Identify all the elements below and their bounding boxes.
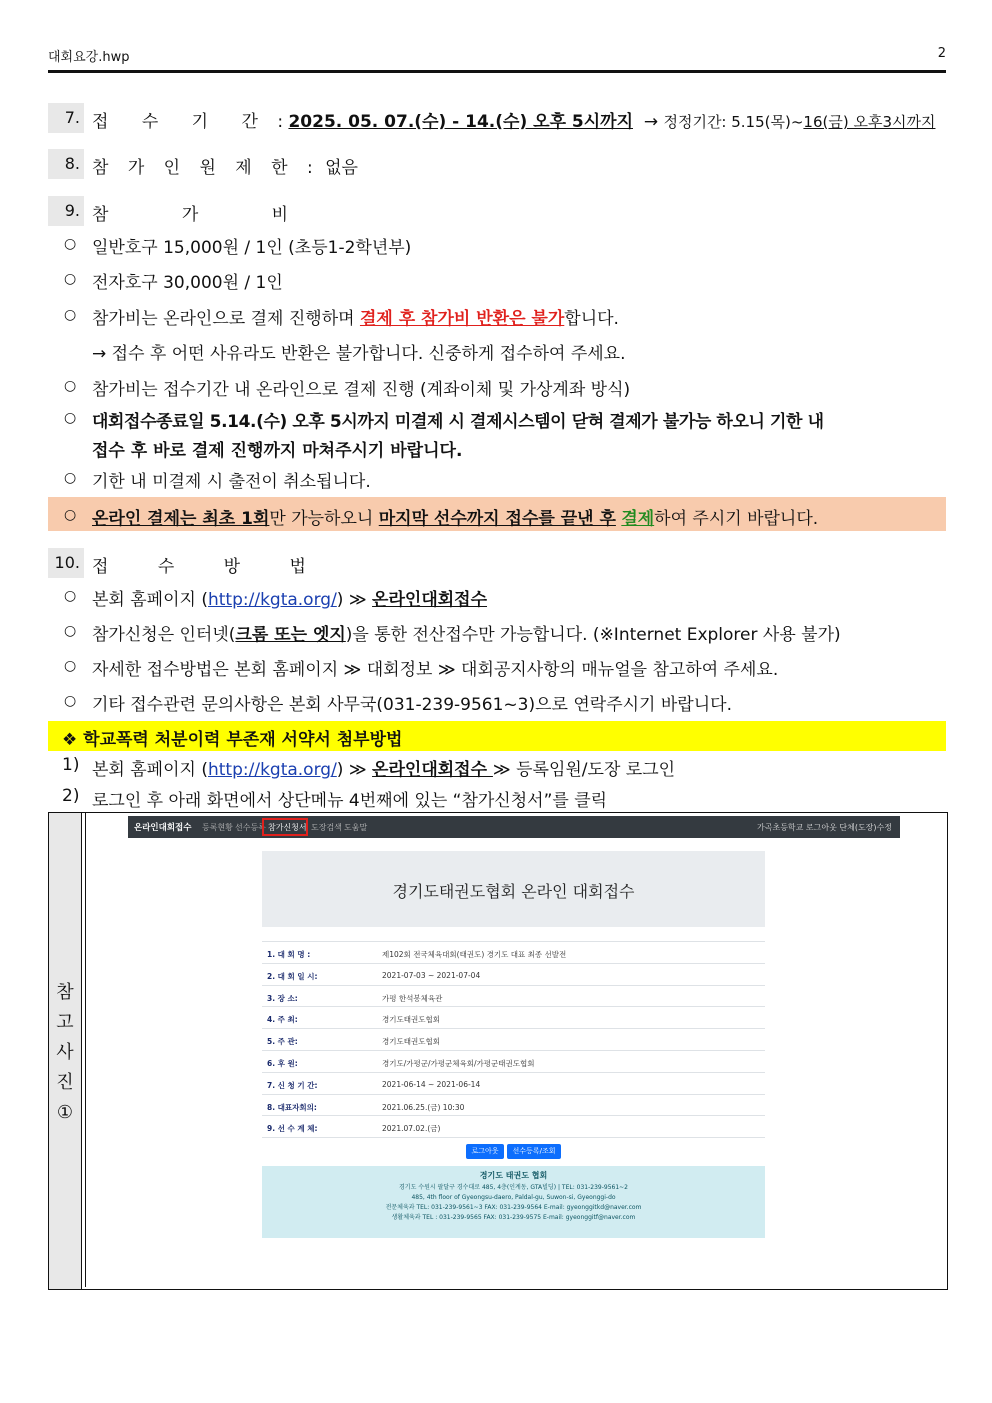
correction-period-underlined: 16(금) 오후3시까지 (803, 113, 936, 131)
bullet: ○ (64, 271, 77, 287)
correction-period-prefix: 정정기간: 5.15(목)~ (663, 113, 804, 131)
reference-label-char: 참 (56, 982, 74, 1003)
payment-once-line: 온라인 결제는 최초 1회만 가능하오니 마지막 선수까지 접수를 끝낸 후 결제하여 주시기 바랍니다. (92, 509, 819, 529)
info-row: 4. 주 최: 경기도태권도협회 (262, 1006, 765, 1028)
logout-button[interactable]: 로그아웃 (466, 1144, 504, 1159)
homepage-link[interactable]: http://kgta.org/ (207, 590, 337, 610)
reference-label-char: ① (56, 1102, 74, 1123)
footer-line: 경기도 수원시 팔달구 경수대로 485, 4층(인계동, GTA빌딩) | TEL: 031-239-9561~2 (399, 1184, 628, 1191)
bullet: ○ (64, 658, 77, 674)
footer-title: 경기도 태권도 협회 (479, 1171, 548, 1180)
bullet: ○ (64, 410, 77, 426)
step-1-number: 1) (62, 755, 80, 775)
info-row: 6. 후 원: 경기도/가평군/가평군체육회/가평군태권도협회 (262, 1050, 765, 1072)
section-9-number: 9. (48, 196, 84, 226)
school-violence-notice-title: ❖ 학교폭력 처분이력 부존재 서약서 첨부방법 (62, 730, 403, 750)
nav-item-help[interactable]: 도움말 (344, 823, 368, 832)
info-row: 8. 대표자회의: 2021.06.25.(금) 10:30 (262, 1094, 765, 1116)
step-1-line: 본회 홈페이지 (http://kgta.org/) ≫ 온라인대회접수 ≫ 등록임원/도장 로그인 (92, 760, 676, 780)
method-manual-line: 자세한 접수방법은 본회 홈페이지 ≫ 대회정보 ≫ 대회공지사항의 매뉴얼을 참고하여 주세요. (92, 660, 779, 680)
step-2-number: 2) (62, 786, 80, 806)
bullet: ○ (64, 507, 77, 523)
bullet: ○ (64, 307, 77, 323)
info-row: 9. 선 수 계 체: 2021.07.02.(금) (262, 1115, 765, 1138)
arrow: → (643, 112, 659, 132)
fee-item-payment-method: 참가비는 접수기간 내 온라인으로 결제 진행 (계좌이체 및 가상계좌 방식) (92, 380, 631, 400)
info-row: 7. 신 청 기 간: 2021-06-14 ~ 2021-06-14 (262, 1072, 765, 1094)
fee-item-general: 일반호구 15,000원 / 1인 (초등1-2학년부) (92, 238, 412, 258)
bullet: ○ (64, 623, 77, 639)
nav-item-application[interactable]: 참가신청서 (268, 823, 307, 832)
site-title: 경기도태권도협회 온라인 대회접수 (392, 882, 635, 901)
bullet: ○ (64, 236, 77, 252)
reference-label-char: 진 (56, 1072, 74, 1093)
nav-item-dojang-search[interactable]: 도장검색 (311, 823, 342, 832)
reference-label-char: 고 (56, 1012, 74, 1033)
registration-period: 2025. 05. 07.(수) - 14.(수) 오후 5시까지 (288, 112, 633, 132)
homepage-link[interactable]: http://kgta.org/ (207, 760, 337, 780)
embedded-screenshot (128, 816, 900, 1286)
nav-right-user[interactable]: 가곡초등학교 로그아웃 단체(도장)수정 (757, 823, 892, 832)
athlete-register-button[interactable]: 선수등록/조회 (507, 1144, 561, 1159)
header-rule (48, 70, 946, 73)
section-8-line (92, 153, 358, 178)
online-registration-link: 온라인대회접수 (372, 590, 488, 610)
fee-item-online-payment: 참가비는 온라인으로 결제 진행하며 결제 후 참가비 반환은 불가합니다. (92, 309, 619, 329)
nav-item-athlete-register[interactable]: 선수등록 (235, 823, 266, 832)
site-jumbotron (262, 851, 765, 927)
info-row: 2. 대 회 일 시: 2021-07-03 ~ 2021-07-04 (262, 963, 765, 985)
method-homepage-line: 본회 홈페이지 (http://kgta.org/) ≫ 온라인대회접수 (92, 590, 488, 610)
section-8-label: 참 가 인 원 제 한 : (92, 158, 320, 178)
section-10-label: 접 수 방 법 (92, 557, 328, 577)
bullet: ○ (64, 470, 77, 486)
reference-photo-cell (85, 813, 946, 1287)
fee-refund-subnote: → 접수 후 어떤 사유라도 반환은 불가합니다. 신중하게 접수하여 주세요. (92, 344, 626, 364)
page-number: 2 (937, 46, 946, 61)
nav-brand[interactable]: 온라인대회접수 (134, 823, 192, 833)
bullet: ○ (64, 588, 77, 604)
document-header (48, 46, 946, 66)
fee-item-electronic: 전자호구 30,000원 / 1인 (92, 273, 283, 293)
section-9-label: 참 가 비 (92, 205, 323, 225)
document-filename: 대회요강.hwp (48, 50, 130, 65)
section-7-colon: : (277, 112, 284, 132)
bullet: ○ (64, 693, 77, 709)
section-7-line (92, 107, 935, 132)
section-10-number: 10. (48, 548, 84, 578)
application-highlight-box (262, 818, 308, 836)
embedded-navbar (128, 816, 900, 838)
footer-line: 485, 4th floor of Gyeongsu-daero, Paldal-gu, Suwon-si, Gyeonggi-do (411, 1194, 616, 1201)
info-row: 1. 대 회 명 : 제102회 전국체육대회(태권도) 경기도 대표 최종 선발전 (262, 941, 765, 963)
site-footer (262, 1166, 765, 1238)
reference-label-char: 사 (56, 1042, 74, 1063)
section-8-number: 8. (48, 149, 84, 179)
method-contact-line: 기타 접수관련 문의사항은 본회 사무국(031-239-9561~3)으로 연락주시기 바랍니다. (92, 695, 732, 715)
footer-line: 전문체육과 TEL: 031-239-9561~3 FAX: 031-239-9564 E-mail: gyeonggitkd@naver.com (385, 1204, 642, 1211)
step-2-line: 로그인 후 아래 화면에서 상단메뉴 4번째에 있는 “참가신청서”를 클릭 (92, 791, 608, 811)
section-7-number: 7. (48, 103, 84, 133)
competition-info-table (262, 941, 765, 1138)
method-browser-line: 참가신청은 인터넷(크롬 또는 엣지)을 통한 전산접수만 가능합니다. (※Internet Explorer 사용 불가) (92, 625, 841, 645)
reference-photo-table (48, 812, 948, 1290)
fee-deadline-warning-line2: 접수 후 바로 결제 진행까지 마쳐주시기 바랍니다. (92, 441, 463, 461)
section-8-value: 없음 (325, 158, 358, 178)
footer-line: 생활체육과 TEL : 031-239-9565 FAX: 031-239-9575 E-mail: gyeonggitf@naver.com (391, 1214, 636, 1221)
nav-item-status[interactable]: 등록현황 (202, 823, 233, 832)
bullet: ○ (64, 378, 77, 394)
info-row: 3. 장 소: 가평 한석봉체육관 (262, 985, 765, 1007)
no-refund-notice: 결제 후 참가비 반환은 불가 (359, 309, 565, 329)
reference-photo-label-cell (49, 813, 82, 1289)
info-row: 5. 주 관: 경기도태권도협회 (262, 1028, 765, 1050)
section-7-label: 접 수 기 간 (92, 112, 272, 132)
fee-item-cancellation: 기한 내 미결제 시 출전이 취소됩니다. (92, 472, 371, 492)
fee-deadline-warning-line1: 대회접수종료일 5.14.(수) 오후 5시까지 미결제 시 결제시스템이 닫혀 결제가 불가능 하오니 기한 내 (92, 412, 824, 432)
